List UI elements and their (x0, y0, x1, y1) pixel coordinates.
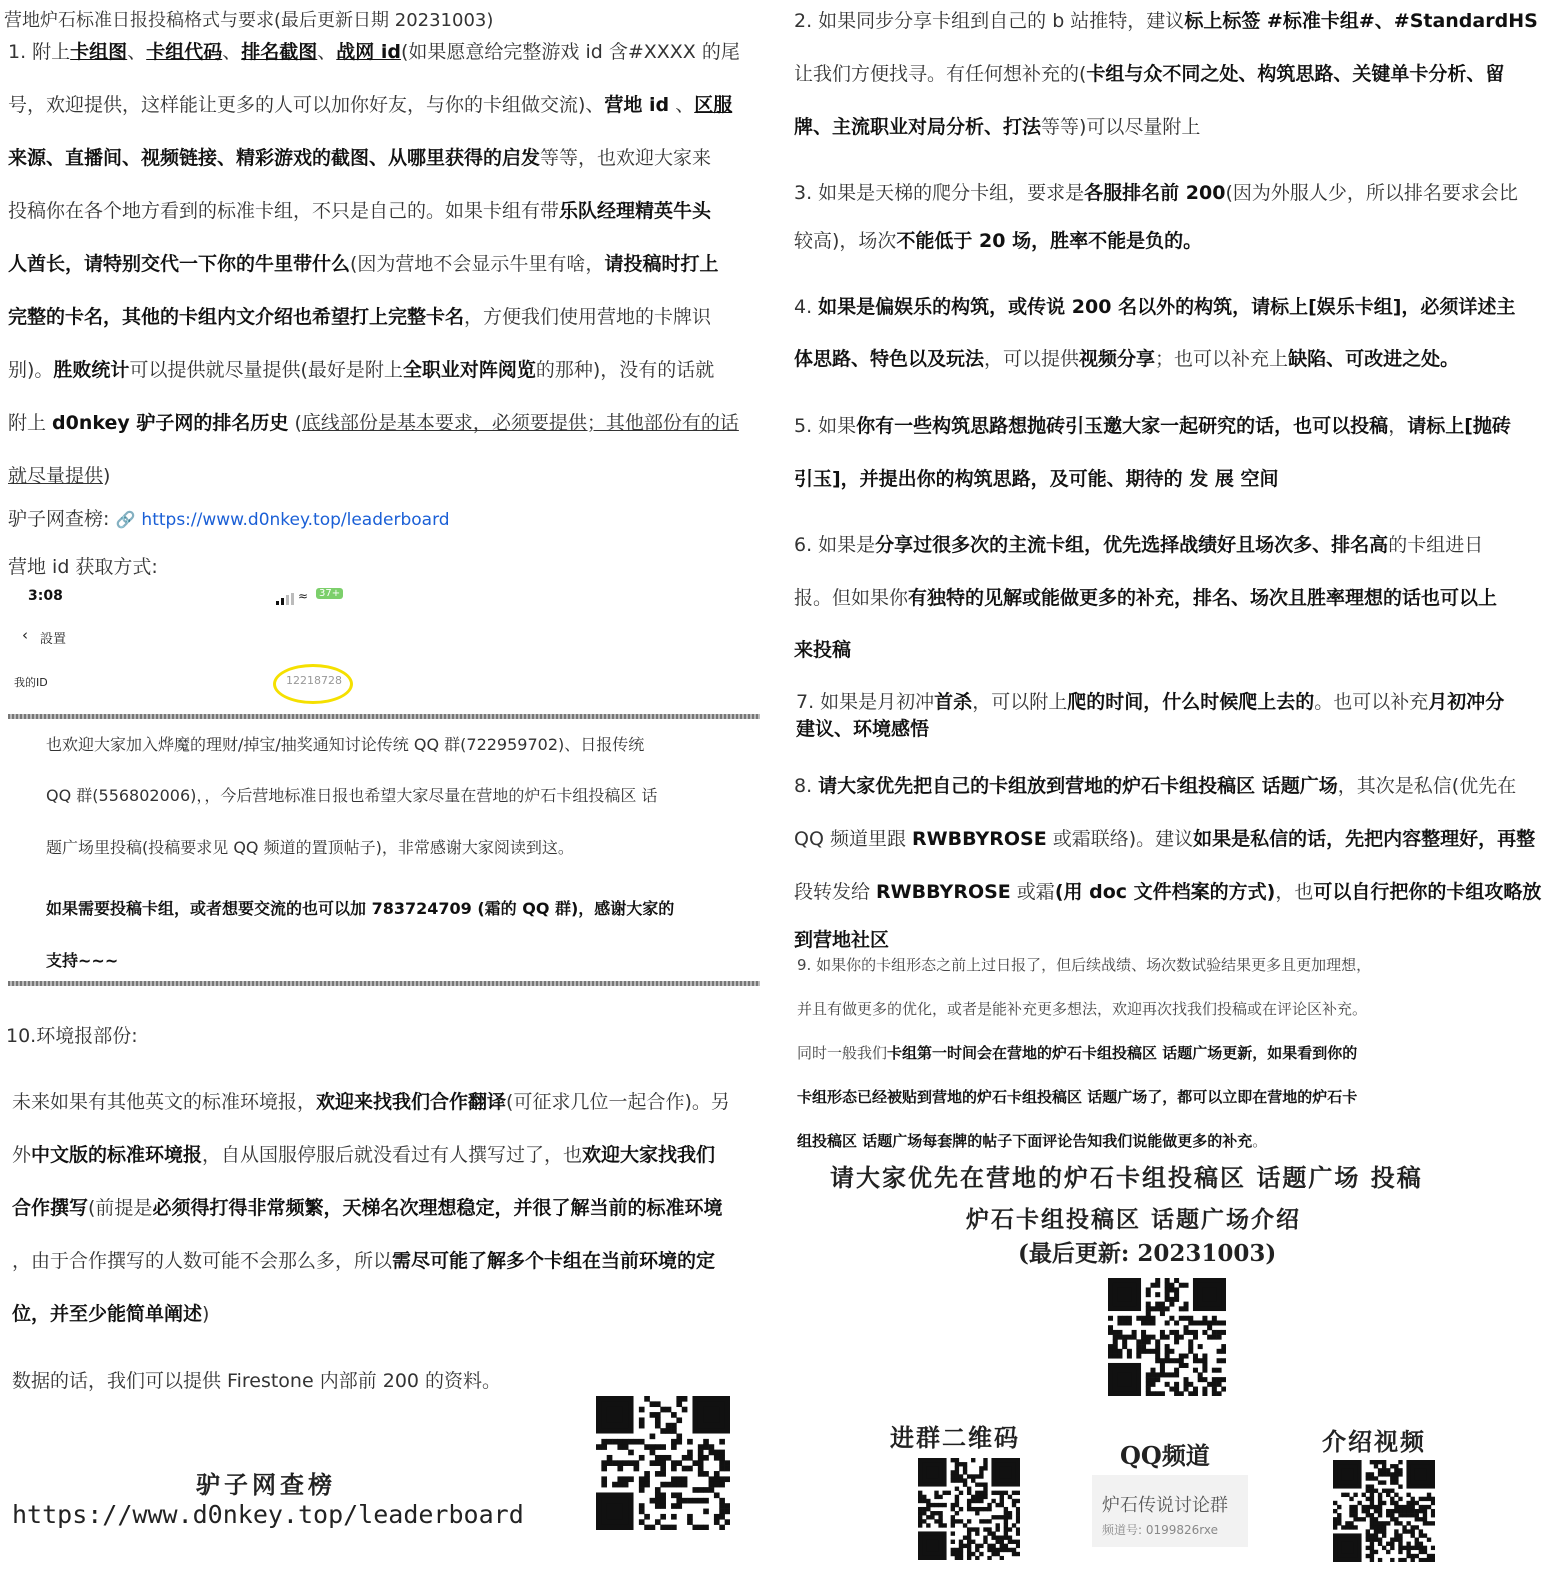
group-qr-code[interactable] (918, 1458, 1020, 1560)
channel-qr-label: QQ频道 (1120, 1441, 1210, 1470)
text: 引玉]，并提出你的构筑思路，及可能、期待的 发 展 空间 (794, 468, 1279, 490)
text: 4. (794, 296, 819, 318)
text: 合作撰写 (12, 1197, 89, 1219)
my-id-value: 12218728 (286, 674, 342, 687)
text: ) (103, 465, 111, 487)
text: 8. (794, 775, 819, 797)
text: 视频分享 (1079, 348, 1156, 370)
text: 请大家优先把自己的卡组放到营地的炉石卡组投稿区 话题广场 (818, 775, 1338, 797)
text: 未来如果有其他英文的标准环境报， (12, 1091, 317, 1113)
text: 位，并至少能简单阐述 (12, 1303, 203, 1325)
battery-icon: 37+ (316, 588, 343, 599)
text: ，由于合作撰写的人数可能不会那么多，所以 (12, 1250, 393, 1272)
text: ，可以附上 (972, 691, 1068, 713)
signal-icon (276, 590, 294, 609)
channel-name: 炉石传说讨论群 (1102, 1495, 1228, 1516)
text: 或霜联络)。建议 (1046, 828, 1194, 850)
text: 各服排名前 200 (1084, 182, 1226, 204)
text: ，也 (1275, 881, 1314, 903)
text: 段转发给 (794, 881, 877, 903)
text: 完整的卡名，其他的卡组内文介绍也希望打上完整卡名 (8, 306, 465, 328)
link-icon: 🔗 (115, 510, 136, 529)
text: 建议、环境感悟 (796, 718, 930, 740)
text: 也欢迎大家加入烨魔的理财/掉宝/抽奖通知讨论传统 QQ 群(722959702)、日报传统 (46, 735, 645, 754)
section-heading: 10.环境报部份: (6, 1025, 138, 1047)
donkey-poster-url: https://www.d0nkey.top/leaderboard (12, 1500, 524, 1529)
text: ) (202, 1303, 210, 1325)
video-qr-label: 介绍视频 (1322, 1427, 1426, 1456)
donkey-link[interactable]: https://www.d0nkey.top/leaderboard (141, 510, 450, 530)
text: (用 doc 文件档案的方式) (1054, 881, 1276, 903)
divider (8, 981, 760, 986)
text: 首杀 (934, 691, 973, 713)
text: 的卡组进日 (1388, 534, 1484, 556)
server-req: 区服 (694, 94, 733, 116)
text: (因为营地不会显示牛里有啥， (350, 253, 605, 275)
poster-line-2: 炉石卡组投稿区 话题广场介绍 (966, 1206, 1302, 1233)
highlight-ellipse (273, 664, 353, 704)
text: 缺陷、可改进之处。 (1288, 348, 1460, 370)
text: (可征求几位一起合作)。另 (506, 1091, 730, 1113)
text: 或霜 (1010, 881, 1055, 903)
text: 有独特的见解或能做更多的补充，排名、场次且胜率理想的话也可以上 (908, 587, 1498, 609)
donkey-qr-code[interactable] (596, 1396, 730, 1530)
divider (8, 714, 760, 719)
back-label[interactable]: 設置 (40, 632, 67, 647)
text: 体思路、特色以及玩法 (794, 348, 985, 370)
text: 支持~~~ (46, 951, 119, 970)
text: 胜败统计 (53, 359, 130, 381)
text: ( (288, 412, 302, 434)
back-chevron-icon[interactable]: ‹ (22, 626, 28, 644)
text: 欢迎来找我们合作翻译 (316, 1091, 507, 1113)
text: 、 (317, 41, 337, 63)
text: 的那种)，没有的话就 (535, 359, 715, 381)
bnet-id-req: 战网 id (336, 41, 401, 63)
text: 卡组第一时间会在营地的炉石卡组投稿区 话题广场更新，如果看到你的 (887, 1044, 1358, 1062)
text: ，可以提供 (984, 348, 1080, 370)
text: 号，欢迎提供，这样能让更多的人可以加你好友，与你的卡组做交流)、 (8, 94, 605, 116)
text: ， (1388, 415, 1408, 437)
deck-image-req: 卡组图 (70, 41, 128, 63)
text: ，其次是私信(优先在 (1337, 775, 1517, 797)
text: 1. 附上 (8, 41, 71, 63)
text: 到营地社区 (794, 929, 890, 951)
text: 等等)可以尽量附上 (1041, 116, 1201, 138)
text: (因为外服人少，所以排名要求会比 (1225, 182, 1518, 204)
text: 题广场里投稿(投稿要求见 QQ 频道的置顶帖子)，非常感谢大家阅读到这。 (46, 838, 574, 857)
text: 卡组形态已经被贴到营地的炉石卡组投稿区 话题广场了，都可以立即在营地的炉石卡 (797, 1088, 1358, 1106)
text: 、 (127, 41, 147, 63)
text: 营地 id (604, 94, 670, 116)
rank-screenshot-req: 排名截图 (241, 41, 318, 63)
topic-qr-code[interactable] (1108, 1278, 1226, 1396)
text: (如果愿意给完整游戏 id 含#XXXX 的尾 (401, 41, 740, 63)
wifi-icon: ≈ (298, 589, 309, 603)
poster-line-3: (最后更新: 20231003) (1018, 1240, 1277, 1267)
text: 乐队经理精英牛头 (559, 200, 712, 222)
text: 投稿你在各个地方看到的标准卡组，不只是自己的。如果卡组有带 (8, 200, 560, 222)
text: QQ 频道里跟 (794, 828, 912, 850)
text: 组投稿区 话题广场每套牌的帖子下面评论告知我们说能做更多的补充 (797, 1132, 1253, 1150)
text: 7. 如果是月初冲 (796, 691, 935, 713)
video-qr-code[interactable] (1333, 1460, 1435, 1562)
text: 、 (222, 41, 242, 63)
text: 较高)，场次 (794, 230, 897, 252)
text: 你有一些构筑思路想抛砖引玉邀大家一起研究的话，也可以投稿 (856, 415, 1389, 437)
status-time: 3:08 (28, 588, 63, 604)
text: 就尽量提供 (8, 465, 104, 487)
channel-id: 频道号: 0199826rxe (1102, 1523, 1219, 1537)
text: 如果是私信的话，先把内容整理好，再整 (1193, 828, 1536, 850)
text: 让我们方便找寻。有任何想补充的( (794, 63, 1087, 85)
text: 必须得打得非常频繁，天梯名次理想稳定，并很了解当前的标准环境 (152, 1197, 723, 1219)
text: 请标上[抛砖 (1407, 415, 1511, 437)
donkey-row (8, 504, 450, 531)
text: 6. 如果是 (794, 534, 876, 556)
text: 底线部份是基本要求，必须要提供；其他部份有的话 (301, 412, 739, 434)
text: 。 (1252, 1132, 1268, 1150)
text: 别)。 (8, 359, 54, 381)
text: ；也可以补充上 (1155, 348, 1289, 370)
my-id-label: 我的ID (14, 676, 48, 689)
text: 来投稿 (794, 639, 852, 661)
text: RWBBYROSE (912, 828, 1047, 850)
text: 3. 如果是天梯的爬分卡组，要求是 (794, 182, 1085, 204)
text: 爬的时间，什么时候爬上去的 (1067, 691, 1315, 713)
camp-id-label: 营地 id 获取方式: (8, 556, 158, 578)
text: 5. 如果 (794, 415, 857, 437)
text: 、 (669, 94, 695, 116)
text: 来源、直播间、视频链接、精彩游戏的截图、从哪里获得的启发 (8, 147, 541, 169)
donkey-label: 驴子网查榜: (8, 508, 110, 530)
text: 如果是偏娱乐的构筑，或传说 200 名以外的构筑，请标上[娱乐卡组]，必须详述主 (818, 296, 1516, 318)
text: 不能低于 20 场，胜率不能是负的。 (896, 230, 1203, 252)
text: 等等，也欢迎大家来 (540, 147, 712, 169)
text: 并且有做更多的优化，或者是能补充更多想法，欢迎再次找我们投稿或在评论区补充。 (797, 1000, 1368, 1018)
text: ，方便我们使用营地的卡牌识 (464, 306, 712, 328)
donkey-poster-title: 驴子网查榜 (196, 1470, 336, 1499)
text: 2. 如果同步分享卡组到自己的 b 站推特，建议 (794, 10, 1185, 32)
text: 如果需要投稿卡组，或者想要交流的也可以加 783724709 (霜的 QQ 群)，感谢大家的 (46, 899, 675, 918)
text: 标上标签 #标准卡组#、#StandardHS (1184, 10, 1538, 32)
text: 。也可以补充 (1314, 691, 1429, 713)
text: 报。但如果你 (794, 587, 909, 609)
text: RWBBYROSE (876, 881, 1011, 903)
text: 月初冲分 (1428, 691, 1505, 713)
text: 欢迎大家找我们 (582, 1144, 716, 1166)
qq-channel-card[interactable] (1092, 1475, 1248, 1547)
text: d0nkey 驴子网的排名历史 (52, 412, 289, 434)
text: (前提是 (88, 1197, 153, 1219)
deck-code-req: 卡组代码 (146, 41, 223, 63)
text: 可以提供就尽量提供(最好是附上 (129, 359, 403, 381)
text: ，自从国服停服后就没看过有人撰写过了，也 (202, 1144, 583, 1166)
text: 需尽可能了解多个卡组在当前环境的定 (392, 1250, 716, 1272)
text: 同时一般我们 (797, 1044, 888, 1062)
text: 数据的话，我们可以提供 Firestone 内部前 200 的资料。 (12, 1370, 502, 1392)
text: 中文版的标准环境报 (31, 1144, 203, 1166)
doc-title: 营地炉石标准日报投稿格式与要求(最后更新日期 20231003) (4, 10, 494, 31)
group-qr-label: 进群二维码 (890, 1423, 1020, 1452)
text: 附上 (8, 412, 53, 434)
text: 全职业对阵阅览 (402, 359, 536, 381)
text: 卡组与众不同之处、构筑思路、关键单卡分析、留 (1086, 63, 1505, 85)
text: 牌、主流职业对局分析、打法 (794, 116, 1042, 138)
text: 人酋长，请特别交代一下你的牛里带什么 (8, 253, 351, 275)
text: 分享过很多次的主流卡组，优先选择战绩好且场次多、排名高 (875, 534, 1389, 556)
text: QQ 群(556802006)，，今后营地标准日报也希望大家尽量在营地的炉石卡组投稿区 话 (46, 786, 658, 805)
text: 9. 如果你的卡组形态之前上过日报了，但后续战绩、场次数试验结果更多且更加理想， (797, 956, 1372, 974)
poster-line-1: 请大家优先在营地的炉石卡组投稿区 话题广场 投稿 (830, 1163, 1423, 1192)
text: 外 (12, 1144, 32, 1166)
text: 可以自行把你的卡组攻略放 (1313, 881, 1542, 903)
text: 请投稿时打上 (604, 253, 719, 275)
